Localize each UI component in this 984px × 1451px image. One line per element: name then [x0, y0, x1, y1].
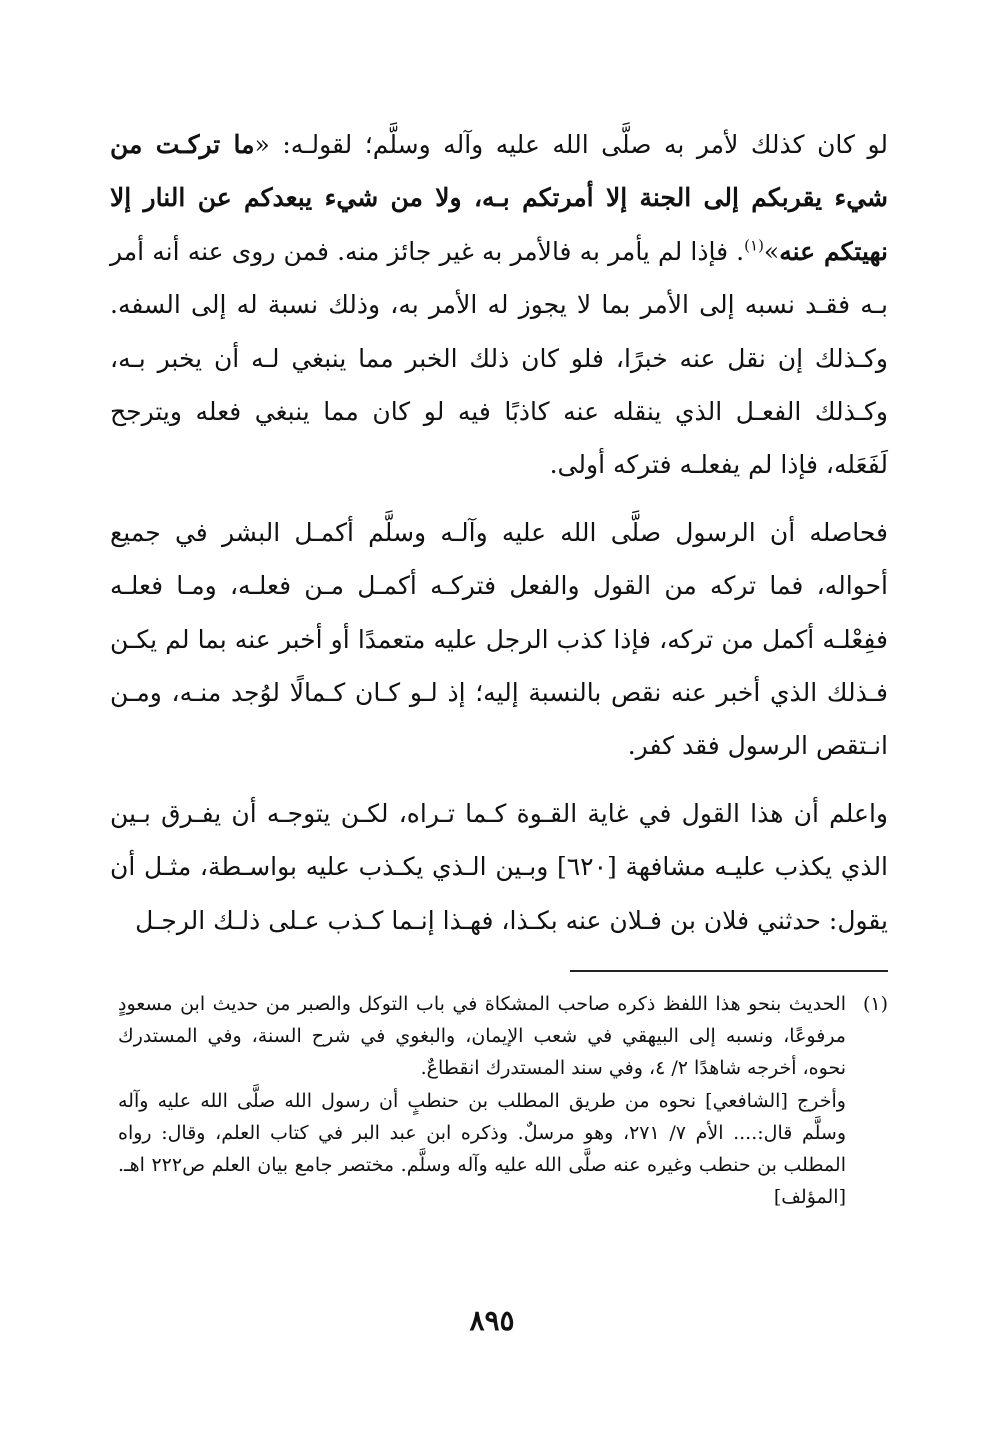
footnote-paragraph-2: وأخرج [الشافعي] نحوه من طريق المطلب بن حنطبٍ أن رسول الله صلَّى الله عليه وآله وسلَّم قال:.... الأم ٧/ ٢٧١، وهو مرسلٌ. وذكره ابن عبد البر في كتاب العلم، وقال: رواه المطلب بن حنطب وغيره عنه صلَّى الله عليه وآله وسلَّم. مختصر جامع بيان العلم ص٢٢٢ اهـ. [المؤلف] — [118, 1089, 847, 1209]
footnote-divider — [570, 970, 888, 972]
paragraph-3: واعلم أن هذا القول في غاية القـوة كـما تـراه، لكـن يتوجـه أن يفـرق بـين الذي يكذب عليـه مشافهة [٦٢٠] وبـين الـذي يكـذب عليه بواسـطة، مثـل أن يقول: حدثني فلان بن فـلان عنه بكـذا، فهـذا إنـما كـذب عـلى ذلـك الرجـل — [110, 798, 889, 935]
hadith-quote: ما تركـت من شيء يقربكم إلى الجنة إلا أمرتكم بـه، ولا من شيء يبعدكم عن النار إلا نهيتكم عنه — [110, 130, 888, 266]
footnote-body — [118, 988, 846, 1213]
paragraph-2: فحاصله أن الرسول صلَّى الله عليه وآلـه وسلَّم أكمـل البشر في جميع أحواله، فما تركه من القول والفعل فتركـه أكمـل مـن فعلـه، ومـا فعلـه ففِعْلـه أكمل من تركه، فإذا كذب الرجل عليه متعمدًا أو أخبر عنه بما لم يكـن فـذلك الذي أخبر عنه نقص بالنسبة إليه؛ إذ لـو كـان كـمالًا لوُجد منـه، ومـن انـتقص الرسول فقد كفر. — [110, 517, 888, 761]
paragraph-1-part2: . فإذا لم يأمر به فالأمر به غير جائز منه. فمن روى عنه أنه أمر بـه فقـد نسبه إلى الأمر بما لا يجوز له الأمر به، وذلك نسبة له إلى السفه. وكـذلك إن نقل عنه خبرًا، فلو كان ذلك الخبر مما ينبغي لـه أن يخبر بـه، وكـذلك الفعـل الذي ينقله عنه كاذبًا فيه لو كان مما ينبغي فعله ويترجح لَفَعَله، فإذا لم يفعلـه فتركه أولى. — [110, 236, 888, 480]
hadith-quote-close: » — [763, 236, 780, 266]
footnote-paragraph-1: الحديث بنحو هذا اللفظ ذكره صاحب المشكاة في باب التوكل والصبر من حديث ابن مسعودٍ مرفوعًا، ونسبه إلى البيهقي في شعب الإيمان، والبغوي في شرح السنة، وفي المستدرك نحوه، أخرجه شاهدًا ٢/ ٤، وفي سند المستدرك انقطاعٌ. — [118, 993, 846, 1080]
footnotes-section — [118, 988, 888, 1213]
paragraph-1-part1: لو كان كذلك لأمر به صلَّى الله عليه وآله وسلَّم؛ لقولـه: « — [254, 130, 888, 159]
main-text-block — [110, 118, 888, 947]
footnote-reference[interactable]: (١) — [744, 236, 764, 255]
footnote-marker: (١) — [862, 993, 888, 1015]
paragraph-1 — [110, 118, 888, 492]
page-number: ٨٩٥ — [469, 1304, 515, 1337]
footnote-item — [118, 988, 888, 1213]
